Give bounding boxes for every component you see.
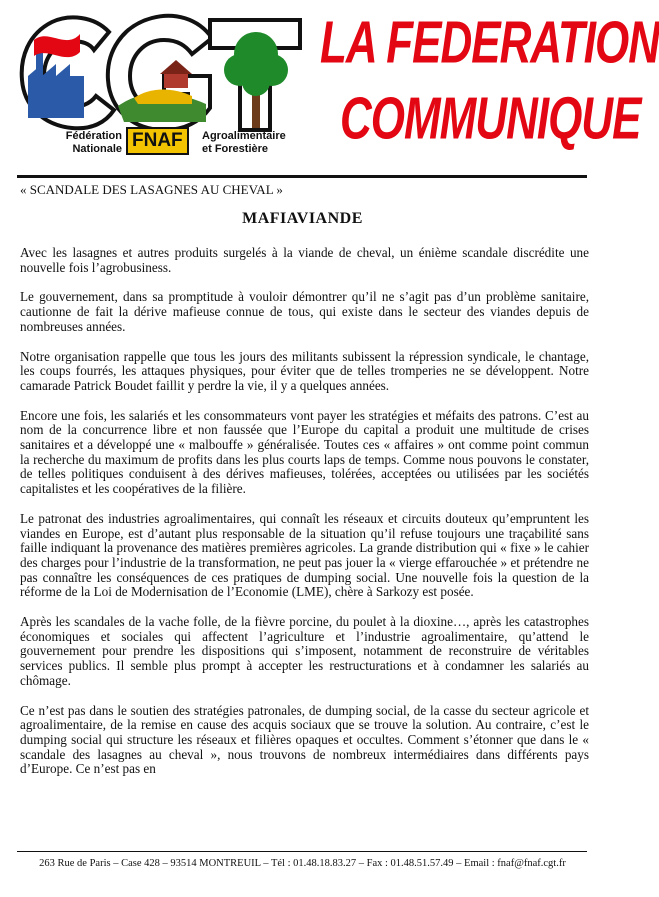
org-left-text — [40, 130, 122, 156]
paragraph: Encore une fois, les salariés et les consommateurs vont payer les stratégies et méfaits des patrons. C’est au nom de la concurrence libre et non faussée que l’Europe du capital a produit une multitude de crises sanitaires et a développé une « malbouffe » généralisée. Toutes ces « affaires » ont comme point commun la recherche du maximum de profits dans les plus courts laps de temps. Comme nous pouvons le constater, de telles politiques conduisent à des dérives mafieuses, tolérées, acceptées ou utilisées par les sociétés capitalistes et les coopératives de la filière. — [20, 407, 589, 497]
paragraph: Le patronat des industries agroalimentaires, qui connaît les réseaux et circuits douteux qu’empruntent les viandes en Europe, est d’autant plus responsable de la situation qu’il refuse toujours une traçabilité sans faille indiquant la provenance des matières premières agricoles. La grande distribution qui « fixe » le cahier des charges pour l’industrie de la transformation, ne peut pas jouer la « vierge effarouchée » et prétendre ne pas connaître les conséquences de ces pratiques de dumping social. Une nouvelle fois la question de la réforme de la Loi de Modernisation de l’Economie (LME), chère à Sarkozy est posée. — [20, 510, 589, 600]
footer-rule — [17, 851, 587, 852]
paragraph: Après les scandales de la vache folle, de la fièvre porcine, du poulet à la dioxine…, après les catastrophes économiques et sociales qui affectent l’agriculture et l’industrie agroalimentaire, qu’attend le gouvernement pour prendre les dispositions qui s’imposent, notamment de reconstruire de véritables services publics. Il semble plus prompt à accepter les restructurations et à condamner les salariés au chômage. — [20, 614, 589, 688]
document-body — [20, 246, 589, 792]
paragraph: Le gouvernement, dans sa promptitude à vouloir démontrer qu’il ne s’agit pas d’un problème sanitaire, cautionne de fait la dérive mafieuse connue de tous, qui existe dans le secteur des viandes depuis de nombreuses années. — [20, 289, 589, 334]
cgt-logo-graphic — [14, 10, 304, 135]
fnaf-badge: FNAF — [126, 127, 189, 155]
title-line1: LA FEDERATION — [320, 10, 659, 77]
title-line2: COMMUNIQUE — [340, 86, 641, 153]
paragraph: Avec les lasagnes et autres produits surgelés à la viande de cheval, un énième scandale discrédite une nouvelle fois l’agrobusiness. — [20, 245, 589, 275]
org-right-line2: et Forestière — [202, 143, 269, 155]
org-right-text — [202, 130, 286, 156]
paragraph: Notre organisation rappelle que tous les jours des militants subissent la répression syndicale, le chantage, les coups fourrés, les attaques physiques, pour éviter que de telles tromperies ne se développent. Notre camarade Patrick Boudet faillit y perdre la vie, il y a quelques années. — [20, 348, 589, 393]
subject-line: « SCANDALE DES LASAGNES AU CHEVAL » — [20, 182, 283, 197]
footer-address: 263 Rue de Paris – Case 428 – 93514 MONTREUIL – Tél : 01.48.18.83.27 – Fax : 01.48.51.57.49 – Email : fnaf@fnaf.cgt.fr — [39, 858, 566, 869]
cgt-fnaf-logo — [14, 10, 304, 175]
org-left-line1: Fédération — [65, 130, 122, 142]
org-right-line1: Agroalimentaire — [202, 130, 286, 142]
document-heading: MAFIAVIANDE — [242, 210, 363, 227]
org-left-line2: Nationale — [72, 143, 122, 155]
header-rule — [17, 175, 587, 178]
paragraph: Ce n’est pas dans le soutien des stratégies patronales, de dumping social, de la casse du secteur agricole et agroalimentaire, de la remise en cause des acquis sociaux que se trouve la solution. Au contraire, c’est le dumping social qui structure les réseaux et filières opaques et occultes. Comment s’étonner que dans le « scandale des lasagnes au cheval », nous trouvons de nombreux intermédiaires dans différents pays d’Europe. Ce n’est pas en — [20, 702, 589, 777]
